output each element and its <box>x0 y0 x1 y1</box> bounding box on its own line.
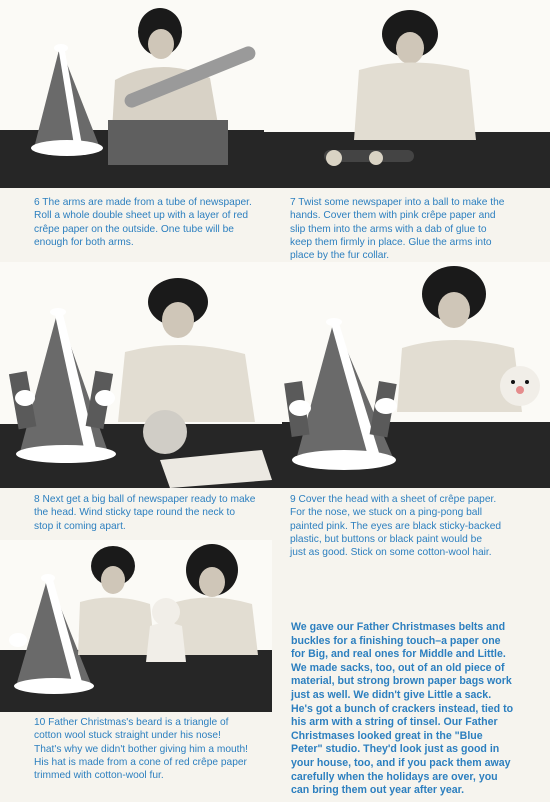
photo-step-7 <box>264 0 550 188</box>
photo-step-8 <box>0 262 282 488</box>
photo-step-10 <box>0 540 272 712</box>
caption-step-10: 10 Father Christmas's beard is a triangle of cotton wool stuck straight under his nose! That's why we didn't bother giving him a mouth! His hat is made from a cone of red crêpe paper trimmed with cotton-wool fur. <box>34 717 248 782</box>
photo-step-6 <box>0 0 264 188</box>
photo-step-9 <box>282 262 550 488</box>
photo-step-6-art <box>0 0 264 188</box>
photo-step-8-art <box>0 262 282 488</box>
closing-paragraph: We gave our Father Christmases belts and buckles for a finishing touch–a paper one for Big, and real ones for Middle and Little. We made sacks, too, out of an old piece of material, but strong brown paper bags work just as well. We didn't give Little a sack. He's got a bunch of crackers instead, tied to his arm with a string of tinsel. Our Father Christmases looked great in the "Blue Peter" studio. They'd look just as good in your house, too, and if you pack them away carefully when the holidays are over, you can bring them out year after year. <box>291 621 514 797</box>
photo-step-10-art <box>0 540 272 712</box>
caption-step-8: 8 Next get a big ball of newspaper ready to make the head. Wind sticky tape round the neck to stop it coming apart. <box>34 494 256 532</box>
photo-step-9-art <box>282 262 550 488</box>
caption-step-6: 6 The arms are made from a tube of newspaper. Roll a whole double sheet up with a layer of red crêpe paper on the outside. One tube will be enough for both arms. <box>34 197 252 248</box>
photo-step-7-art <box>264 0 550 188</box>
caption-step-7: 7 Twist some newspaper into a ball to make the hands. Cover them with pink crêpe paper and slip them into the arms with a dab of glue to keep them firmly in place. Glue the arms into place by the fur collar. <box>290 197 505 262</box>
caption-step-9: 9 Cover the head with a sheet of crêpe paper. For the nose, we stuck on a ping-pong ball painted pink. The eyes are black sticky-backed plastic, but buttons or black paint would be just as good. Stick on some cotton-wool hair. <box>290 494 502 559</box>
